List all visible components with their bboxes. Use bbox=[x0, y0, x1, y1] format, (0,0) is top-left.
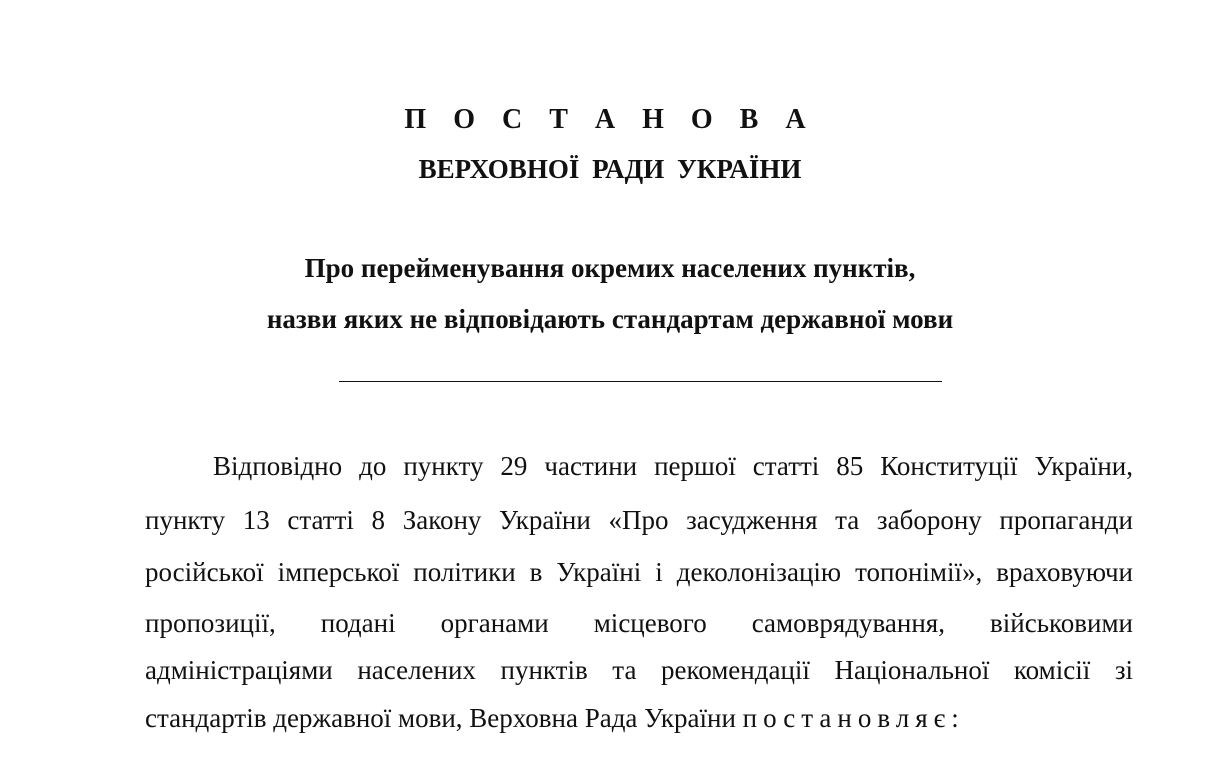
document-type-heading: П О С Т А Н О В А bbox=[404, 104, 816, 135]
title-underline-divider bbox=[339, 381, 942, 382]
body-line-6 bbox=[145, 703, 1133, 734]
resolution-verb: постановляє: bbox=[742, 703, 965, 733]
body-line-4: пропозиції, подані органами місцевого самоврядування, військовими bbox=[145, 608, 1133, 638]
issuer-heading: ВЕРХОВНОЇ РАДИ УКРАЇНИ bbox=[418, 154, 802, 184]
body-line-2: пункту 13 статті 8 Закону України «Про засудження та заборону пропаганди bbox=[145, 505, 1133, 535]
subject-line-2: назви яких не відповідають стандартам державної мови bbox=[266, 304, 954, 334]
body-line-6-text: стандартів державної мови, Верховна Рада України bbox=[145, 703, 743, 733]
body-line-1: Відповідно до пункту 29 частини першої статті 85 Конституції України, bbox=[213, 451, 1133, 481]
subject-line-1: Про перейменування окремих населених пунктів, bbox=[304, 253, 916, 283]
body-line-5: адміністраціями населених пунктів та рекомендації Національної комісії зі bbox=[145, 655, 1133, 685]
body-line-3: російської імперської політики в Україні і деколонізацію топонімії», враховуючи bbox=[145, 557, 1133, 587]
